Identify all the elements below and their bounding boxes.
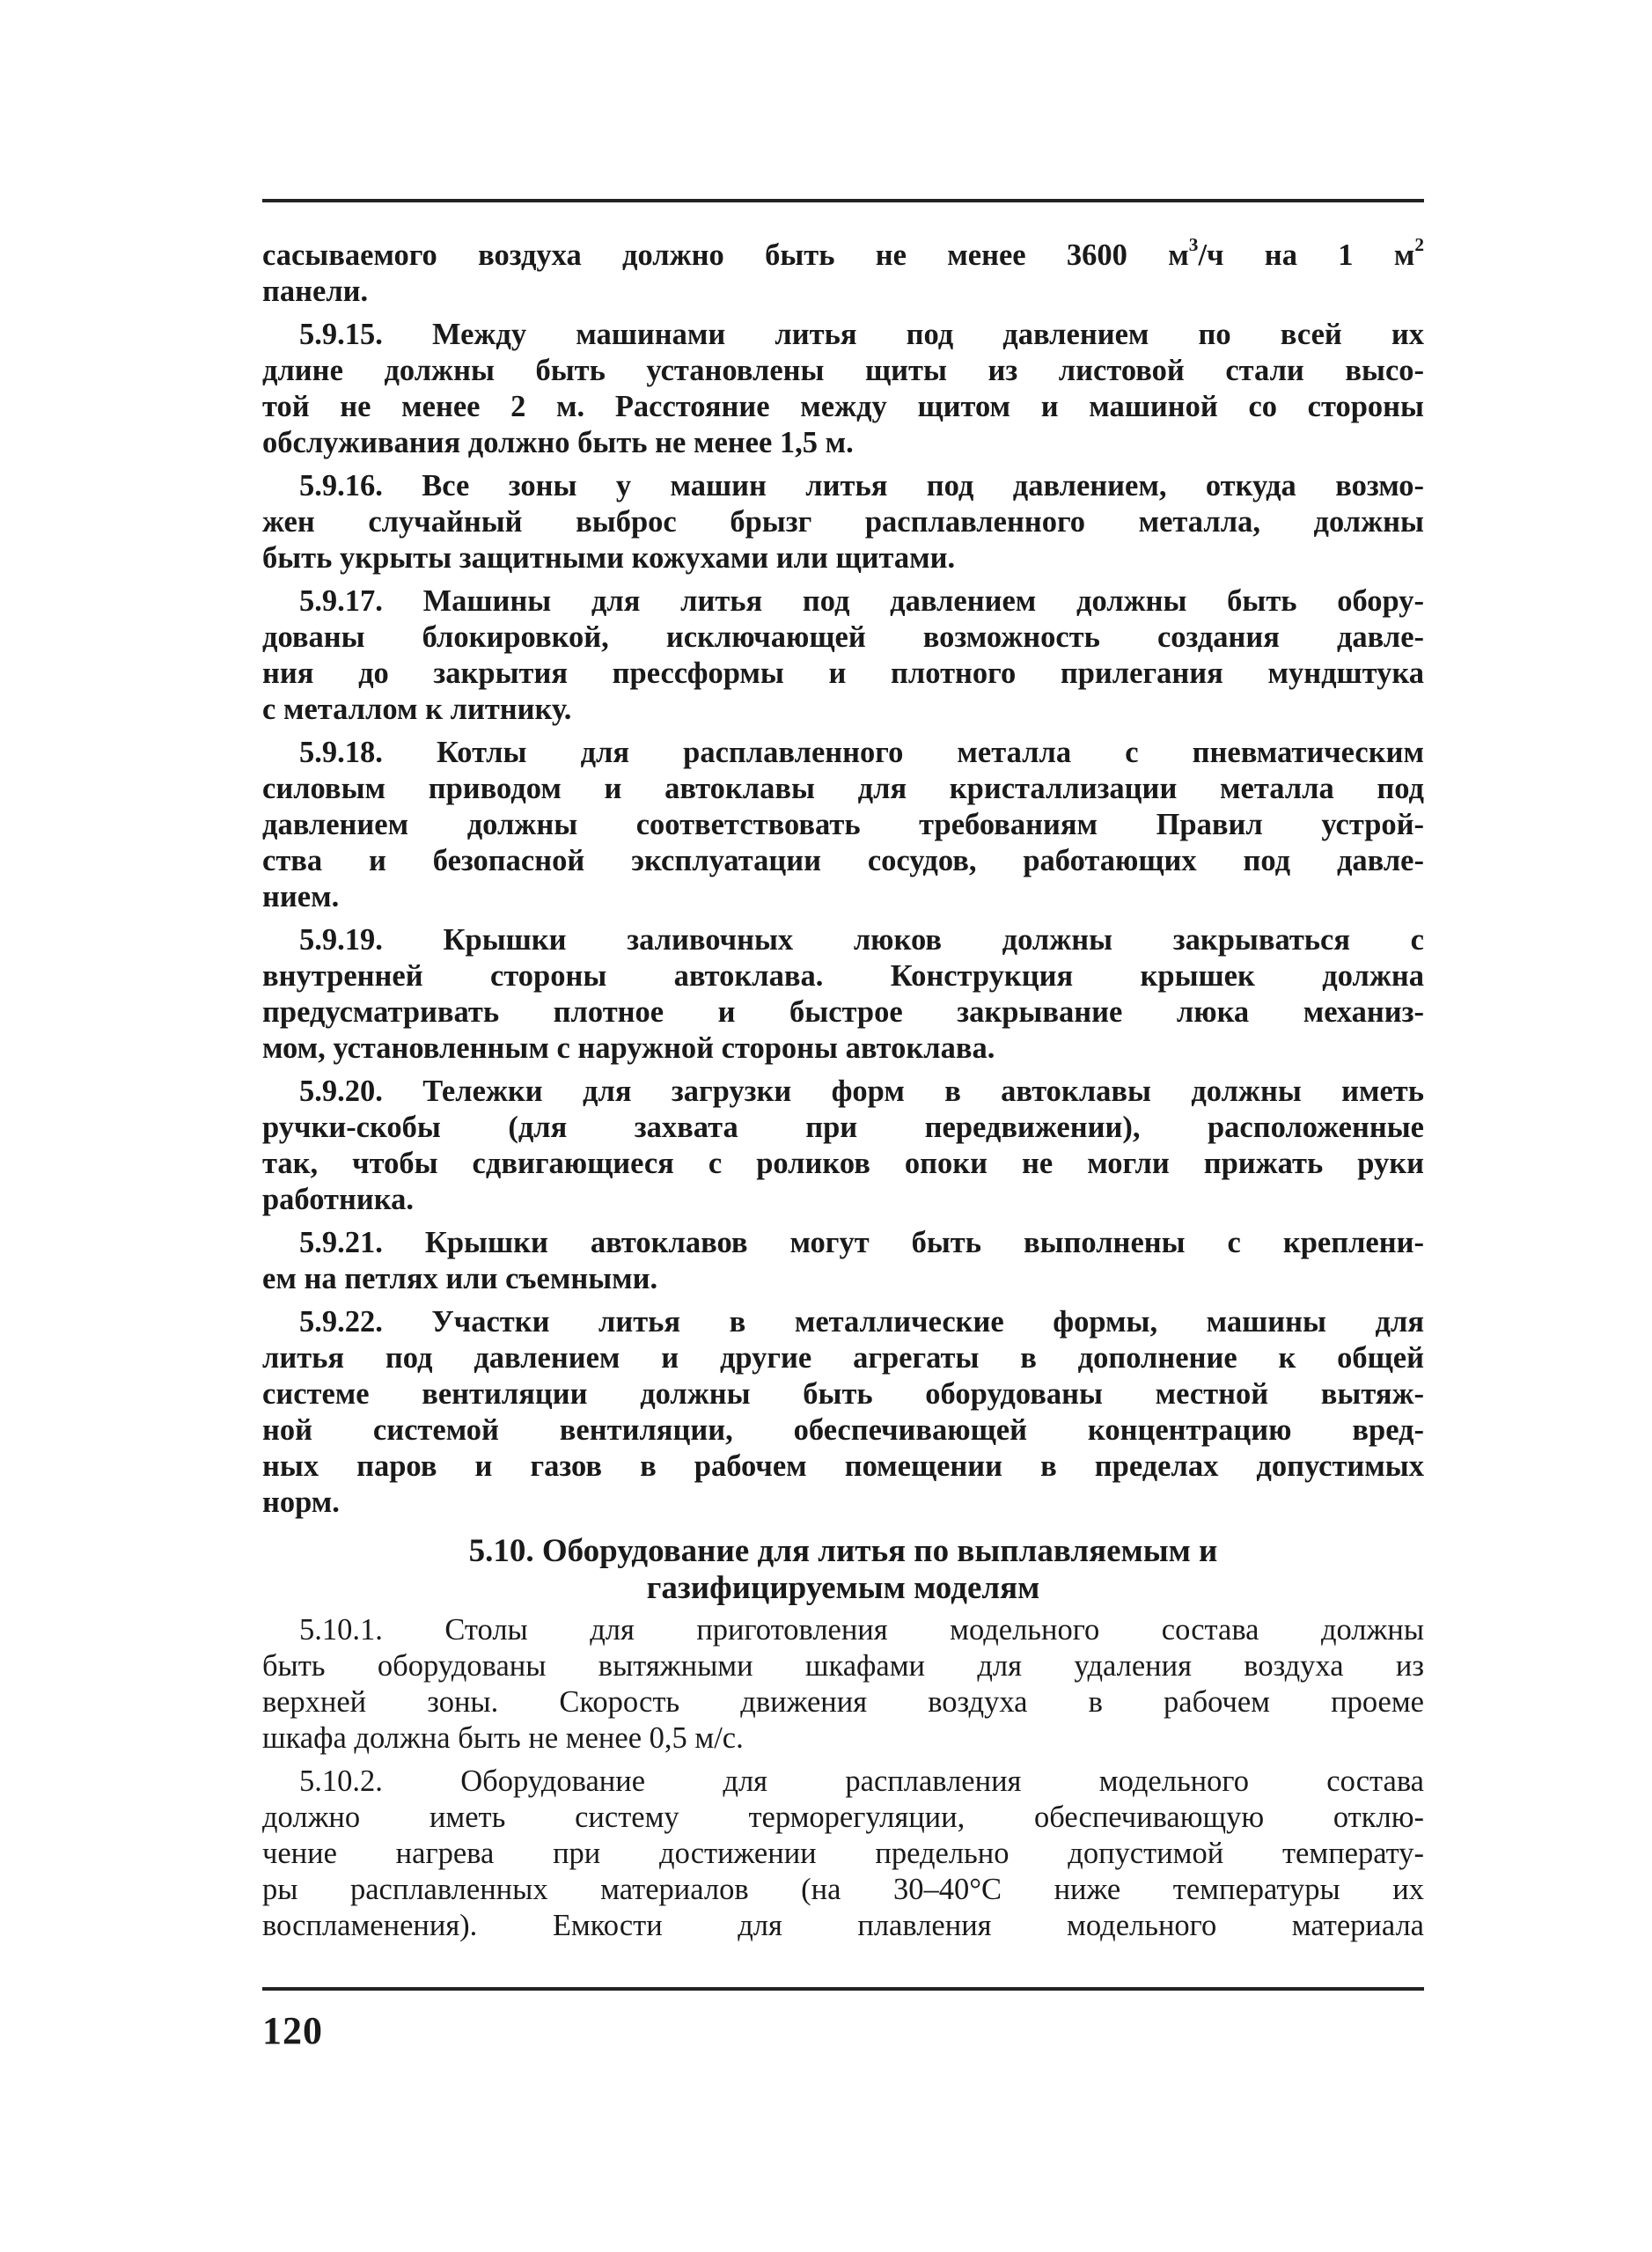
paragraph-5-9-19 xyxy=(262,922,1424,1067)
text-line: дованы блокировкой, исключающей возможность создания давле- xyxy=(262,620,1424,654)
text-line: с металлом к литнику. xyxy=(262,693,572,726)
paragraph-5-10-2 xyxy=(262,1764,1424,1944)
text-line: литья под давлением и другие агрегаты в дополнение к общей xyxy=(262,1341,1424,1375)
text-line: мом, установленным с наружной стороны автоклава. xyxy=(262,1031,995,1065)
paragraph-5-9-18 xyxy=(262,735,1424,915)
text-line: верхней зоны. Скорость движения воздуха в рабочем проеме xyxy=(262,1685,1424,1719)
paragraph-5-9-21 xyxy=(262,1225,1424,1297)
paragraph-5-9-22 xyxy=(262,1304,1424,1521)
text-line: 5.9.18. Котлы для расплавленного металла с пневматическим xyxy=(299,736,1424,769)
text-line: так, чтобы сдвигающиеся с роликов опоки не могли прижать руки xyxy=(262,1147,1424,1180)
text-line: 5.10.1. Столы для приготовления модельного состава должны xyxy=(299,1613,1424,1647)
text-line: сасываемого воздуха должно быть не менее 3600 $м^3/ч$ на 1 $м^2$ xyxy=(262,233,1425,272)
text-line: норм. xyxy=(262,1485,340,1519)
heading-line: газифицируемым моделям xyxy=(646,1570,1040,1606)
text-line: 5.9.17. Машины для литья под давлением должны быть обору- xyxy=(299,584,1424,618)
text-line: ства и безопасной эксплуатации сосудов, работающих под давле- xyxy=(262,844,1424,877)
text-line: 5.10.2. Оборудование для расплавления модельного состава xyxy=(299,1764,1424,1798)
text-line: системе вентиляции должны быть оборудованы местной вытяж- xyxy=(262,1377,1424,1411)
page-number: 120 xyxy=(262,2009,323,2052)
section-heading xyxy=(262,1533,1424,1607)
text-line: длине должны быть установлены щиты из листовой стали высо- xyxy=(262,354,1424,387)
text-line: 5.9.21. Крышки автоклавов могут быть выполнены с креплени- xyxy=(299,1226,1424,1259)
page-body xyxy=(262,233,1425,1951)
text-line: чение нагрева при достижении предельно допустимой температу- xyxy=(262,1837,1424,1870)
text-line: 5.9.20. Тележки для загрузки форм в автоклавы должны иметь xyxy=(299,1075,1424,1108)
text-line: внутренней стороны автоклава. Конструкция крышек должна xyxy=(262,959,1424,993)
text-line: 5.9.15. Между машинами литья под давлением по всей их xyxy=(299,318,1424,351)
text-line: воспламенения). Емкости для плавления модельного материала xyxy=(262,1909,1424,1942)
text-line: должно иметь систему терморегуляции, обеспечивающую отклю- xyxy=(262,1801,1424,1834)
paragraph-5-10-1 xyxy=(262,1612,1424,1757)
text-line: жен случайный выброс брызг расплавленного металла, должны xyxy=(262,505,1424,539)
text-line: 5.9.19. Крышки заливочных люков должны закрываться с xyxy=(299,923,1424,957)
text-line: быть укрыты защитными кожухами или щитами. xyxy=(262,541,956,575)
paragraph-5-9-16 xyxy=(262,468,1424,576)
text-line: нием. xyxy=(262,880,340,913)
text-line: быть оборудованы вытяжными шкафами для удаления воздуха из xyxy=(262,1649,1424,1683)
heading-line: 5.10. Оборудование для литья по выплавляемым и xyxy=(468,1533,1218,1569)
text-line: той не менее 2 м. Расстояние между щитом и машиной со стороны xyxy=(262,390,1424,423)
text-line: шкафа должна быть не менее 0,5 м/с. xyxy=(262,1721,744,1755)
text-line: ручки-скобы (для захвата при передвижении), расположенные xyxy=(262,1111,1424,1144)
paragraph-continuation xyxy=(262,233,1425,310)
text-line: ной системой вентиляции, обеспечивающей концентрацию вред- xyxy=(262,1413,1424,1447)
text-line: ных паров и газов в рабочем помещении в пределах допустимых xyxy=(262,1449,1424,1483)
paragraph-5-9-20 xyxy=(262,1074,1424,1218)
text-line: панели. xyxy=(262,275,369,308)
text-line: 5.9.16. Все зоны у машин литья под давлением, откуда возмо- xyxy=(299,469,1424,502)
text-line: ем на петлях или съемными. xyxy=(262,1262,658,1295)
text-line: ры расплавленных материалов (на 30–40°С ниже температуры их xyxy=(262,1873,1424,1906)
text-line: предусматривать плотное и быстрое закрывание люка механиз- xyxy=(262,995,1424,1029)
text-line: работника. xyxy=(262,1183,414,1216)
paragraph-5-9-17 xyxy=(262,583,1424,728)
bottom-rule xyxy=(262,1987,1424,1991)
text-line: 5.9.22. Участки литья в металлические формы, машины для xyxy=(299,1305,1424,1339)
text-line: давлением должны соответствовать требованиям Правил устрой- xyxy=(262,808,1424,841)
text-line: ния до закрытия прессформы и плотного прилегания мундштука xyxy=(262,657,1424,690)
paragraph-5-9-15 xyxy=(262,317,1424,461)
text-line: обслуживания должно быть не менее 1,5 м. xyxy=(262,426,854,459)
text-line: силовым приводом и автоклавы для кристаллизации металла под xyxy=(262,772,1424,805)
top-rule xyxy=(262,199,1424,202)
